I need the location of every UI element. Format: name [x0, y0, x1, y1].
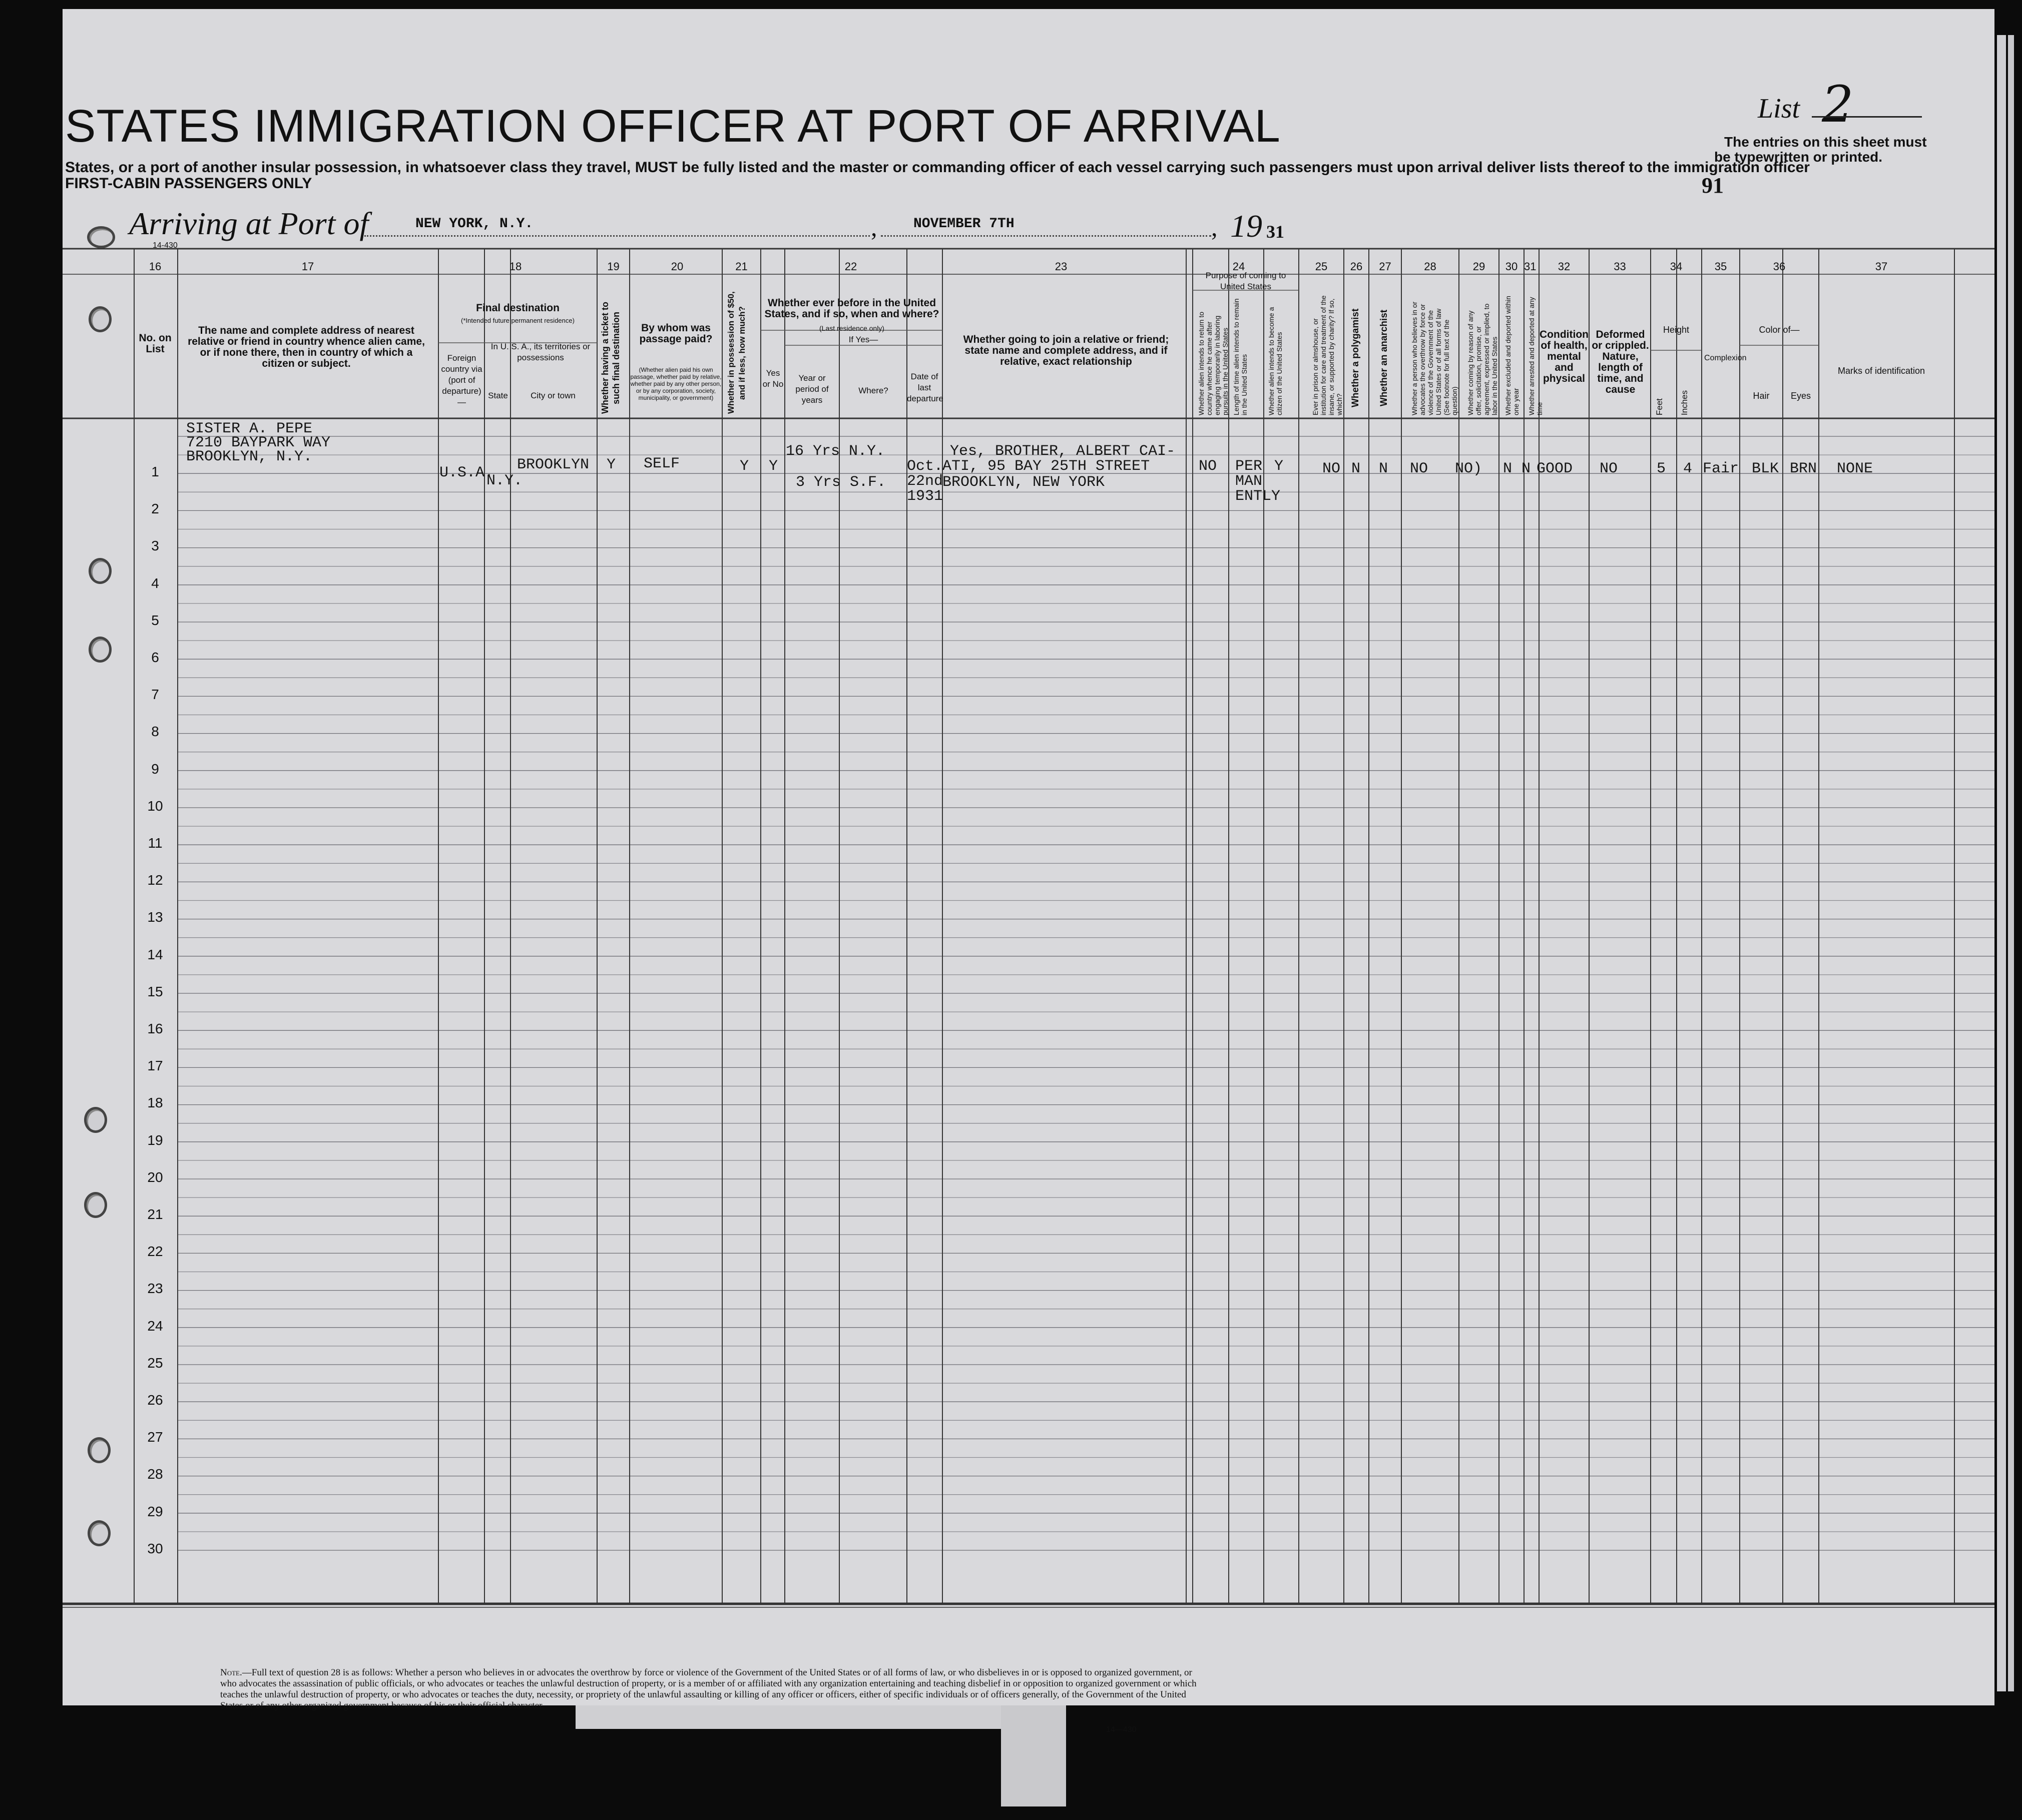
footnote-label: Note.: [220, 1667, 242, 1678]
footnote-text: —Full text of question 28 is as follows: Whether a person who believes in or advocates the overthrow by force or violence of the Government of the United States or of all forms of law, or who disbelieves in or is opposed to organized government, or who advocates the assassination of public officials, or who advocates or teaches the unlawful destruction of property, or is a member of or affiliated with any organization entertaining and teaching disbelief in or opposition to organized government or which teaches the unlawful destruction of property, or who advocates or teaches the duty, necessity, or propriety of the unlawful assaulting or killing of any officer or officers, either of specific individuals or of officers generally, of the Government of the United States or of any other organized government because of his or their official character.: [220, 1667, 1197, 1711]
inches-value: 4: [1683, 460, 1693, 477]
row-number: 18: [147, 1095, 163, 1111]
header-feet: Feet: [1655, 398, 1664, 415]
header-inches: Inches: [1680, 390, 1689, 415]
sheet-number: 91: [1702, 173, 1724, 198]
city-value: BROOKLYN: [517, 456, 590, 473]
header-hair: Hair: [1753, 391, 1770, 401]
list-label: List: [1758, 93, 1800, 124]
header-labor-offer: Whether coming by reason of any offer, solicitation, promise, or agreement, expressed or implied, to labor in the United States: [1466, 303, 1498, 415]
header-relative-address: The name and complete address of nearest relative or friend in country whence alien came, or if none there, then in country of which a citizen or subject.: [188, 325, 425, 369]
citizen-value: Y: [1274, 458, 1284, 475]
column-number: 34: [1670, 260, 1683, 273]
prison-value: NO: [1322, 460, 1341, 477]
row-number: 28: [147, 1466, 163, 1482]
header-in-usa: In U. S. A., its territories or possessions: [490, 342, 591, 362]
column-number: 31: [1524, 260, 1537, 273]
paid-by-value: SELF: [644, 455, 680, 472]
header-overthrow: Whether a person who believes in or advocates the overthrow by force or violence of the Government of the United States or of all forms of law (See footnote for full text of the question): [1410, 301, 1458, 415]
page-subtitle: States, or a port of another insular possession, in whatsoever class they travel, MUST be fully listed and the master or commanding officer of each vessel carrying such passengers must upon arrival deliver lists thereof to the immigration officer: [65, 159, 1810, 176]
excluded-value: N: [1503, 460, 1512, 477]
year-prefix: 19: [1230, 208, 1262, 244]
overthrow-value: NO: [1410, 460, 1428, 477]
header-complexion: Complexion: [1704, 354, 1747, 362]
form-number: 14-430: [153, 241, 178, 250]
punch-hole-icon: [84, 1107, 107, 1133]
state-value: N.Y.: [486, 472, 523, 489]
column-number: 16: [149, 260, 162, 273]
column-number: 27: [1379, 260, 1391, 273]
header-purpose: Purpose of coming to United States: [1205, 271, 1286, 291]
join-line-3: BROOKLYN, NEW YORK: [942, 474, 1105, 491]
header-ticket: Whether having a ticket to such final destination: [600, 301, 621, 414]
row-number: 1: [151, 464, 159, 479]
column-number: 19: [607, 260, 620, 273]
punch-hole-icon: [89, 637, 112, 663]
header-before-in-us: Whether ever before in the United States, and if so, when and where?: [764, 297, 939, 320]
header-join-relative: Whether going to join a relative or friend; state name and complete address, and if relative, exact relationship: [963, 334, 1169, 367]
period-1: 16 Yrs N.Y.: [786, 443, 885, 460]
separator: ,: [871, 213, 877, 241]
header-polygamist: Whether a polygamist: [1350, 308, 1361, 407]
complexion-value: Fair: [1703, 460, 1739, 477]
column-number: 23: [1055, 260, 1068, 273]
header-destination-note: (*Intended future permanent residence): [461, 317, 575, 324]
join-line-2: ATI, 95 BAY 25TH STREET: [942, 458, 1150, 475]
row-number: 27: [147, 1429, 163, 1445]
header-color: Color of—: [1759, 325, 1800, 335]
punch-hole-icon: [88, 1520, 111, 1546]
return-value: NO: [1199, 458, 1217, 475]
footnote: [220, 1667, 1201, 1711]
list-number: 2: [1822, 75, 1854, 134]
header-anarchist: Whether an anarchist: [1379, 309, 1389, 406]
row-number: 26: [147, 1392, 163, 1408]
footer-form-number: 14—430: [1106, 1725, 1137, 1734]
departure-month: Oct.: [907, 458, 943, 475]
punch-hole-icon: [88, 1437, 111, 1463]
row-number: 11: [148, 835, 163, 851]
header-final-destination: Final destination: [476, 302, 560, 314]
deformed-value: NO: [1600, 460, 1618, 477]
header-city: City or town: [531, 391, 576, 400]
ticket-value: Y: [607, 456, 616, 473]
header-passage-paid: By whom was passage paid?: [639, 322, 713, 345]
date-value: NOVEMBER 7TH: [913, 216, 1015, 232]
before-in-us-value: Y: [769, 458, 778, 475]
row-number: 29: [147, 1503, 163, 1519]
feet-value: 5: [1657, 460, 1666, 477]
column-number: 36: [1773, 260, 1786, 273]
column-number: 18: [509, 260, 522, 273]
punch-hole-icon: [87, 226, 115, 248]
arriving-label: Arriving at Port of: [129, 206, 369, 241]
header-list-number: No. on List: [139, 332, 172, 355]
column-number: 20: [671, 260, 684, 273]
year-suffix: 31: [1266, 222, 1284, 242]
row-number: 10: [147, 798, 163, 814]
header-health: Condition of health, mental and physical: [1540, 329, 1589, 384]
period-2: 3 Yrs S.F.: [796, 474, 886, 491]
relative-street: 7210 BAYPARK WAY: [186, 434, 331, 451]
entries-note: The entries on this sheet must: [1724, 134, 1927, 150]
row-number: 25: [147, 1355, 163, 1371]
row-number: 24: [147, 1318, 163, 1334]
column-number: 17: [301, 260, 314, 273]
header-if-yes: If Yes—: [848, 335, 878, 344]
row-number: 3: [151, 538, 159, 554]
column-number: 30: [1505, 260, 1518, 273]
departure-year: 1931: [907, 488, 943, 505]
row-number: 6: [151, 650, 159, 665]
join-line-1: Yes, BROTHER, ALBERT CAI-: [950, 443, 1176, 460]
header-money: Whether in possession of $50, and if less, how much?: [726, 291, 747, 414]
punch-hole-icon: [89, 306, 112, 332]
entries-note: be typewritten or printed.: [1714, 149, 1883, 165]
column-number: 22: [844, 260, 857, 273]
eyes-value: BRN: [1790, 460, 1817, 477]
row-number: 9: [151, 761, 159, 777]
row-number: 12: [147, 872, 163, 888]
money-value: Y: [740, 458, 749, 475]
row-number: 5: [151, 612, 159, 628]
row-number: 14: [147, 946, 163, 962]
header-arrested: Whether arrested and deported at any time: [1528, 297, 1544, 415]
row-number: 13: [147, 909, 163, 925]
column-number: 25: [1315, 260, 1328, 273]
header-departure-date: Date of last departure: [907, 372, 943, 403]
punch-hole-icon: [84, 1192, 107, 1218]
length-line-2: MAN: [1235, 473, 1263, 490]
relative-city: BROOKLYN, N.Y.: [186, 448, 313, 465]
port-value: NEW YORK, N.Y.: [415, 216, 534, 232]
passenger-class: FIRST-CABIN PASSENGERS ONLY: [65, 175, 312, 192]
row-number: 22: [147, 1244, 163, 1260]
header-deformed: Deformed or crippled. Nature, length of time, and cause: [1592, 329, 1649, 395]
row-number: 16: [147, 1021, 163, 1036]
relative-name: SISTER A. PEPE: [186, 420, 313, 437]
header-prison: Ever in prison or almshouse, or institution for care and treatment of the insane, or supported by charity? If so, which?: [1311, 295, 1343, 415]
header-passage-note: (Whether alien paid his own passage, whether paid by relative, whether paid by any other person, or by any corporation, society, municipality, or government): [630, 366, 722, 401]
row-number: 8: [151, 724, 159, 740]
header-yes-no: Yes or No: [762, 368, 784, 389]
anarchist-value: N: [1379, 460, 1388, 477]
column-number: 35: [1714, 260, 1727, 273]
header-period: Year or period of years: [795, 373, 829, 405]
row-number: 20: [147, 1169, 163, 1185]
marks-value: NONE: [1837, 460, 1873, 477]
departure-day: 22nd: [907, 473, 943, 490]
header-length: Length of time alien intends to remain in the United States: [1232, 298, 1248, 415]
health-value: GOOD: [1537, 460, 1573, 477]
row-number: 2: [151, 501, 159, 517]
column-number: 33: [1614, 260, 1626, 273]
column-number: 26: [1350, 260, 1363, 273]
polygamist-value: N: [1351, 460, 1361, 477]
row-number: 30: [147, 1540, 163, 1556]
foreign-country-value: U.S.A.: [439, 464, 494, 481]
column-number: 29: [1472, 260, 1485, 273]
row-number: 15: [147, 983, 163, 999]
column-number: 21: [735, 260, 748, 273]
header-citizen: Whether alien intends to become a citizen of the United States: [1267, 307, 1283, 415]
row-number: 21: [147, 1206, 163, 1222]
header-foreign-country: Foreign country via (port of departure)—: [441, 353, 482, 407]
row-number: 23: [147, 1281, 163, 1297]
length-line-3: ENTLY: [1235, 488, 1281, 505]
arrested-value: N: [1522, 460, 1531, 477]
header-state: State: [488, 391, 508, 400]
column-number: 32: [1558, 260, 1571, 273]
header-eyes: Eyes: [1790, 391, 1811, 401]
column-number: 24: [1232, 260, 1245, 273]
column-number: 28: [1424, 260, 1436, 273]
row-number: 7: [151, 687, 159, 703]
header-excluded: Whether excluded and deported within one year: [1504, 296, 1520, 415]
page-title: STATES IMMIGRATION OFFICER AT PORT OF ARRIVAL: [65, 101, 1281, 152]
header-last-residence: (Last residence only): [819, 324, 884, 332]
separator: ,: [1211, 213, 1218, 241]
hair-value: BLK: [1752, 460, 1779, 477]
length-line-1: PER: [1235, 458, 1263, 475]
row-number: 19: [147, 1132, 163, 1148]
header-where: Where?: [858, 386, 888, 395]
header-height: Height: [1663, 325, 1690, 335]
labor-offer-value: NO): [1455, 460, 1482, 477]
column-number: 37: [1875, 260, 1888, 273]
row-number: 4: [151, 575, 159, 591]
row-number: 17: [147, 1058, 163, 1074]
punch-hole-icon: [89, 558, 112, 584]
header-marks: Marks of identification: [1837, 366, 1925, 376]
header-return: Whether alien intends to return to country whence he came after engaging temporarily in laboring pursuits in the United States: [1197, 311, 1229, 415]
